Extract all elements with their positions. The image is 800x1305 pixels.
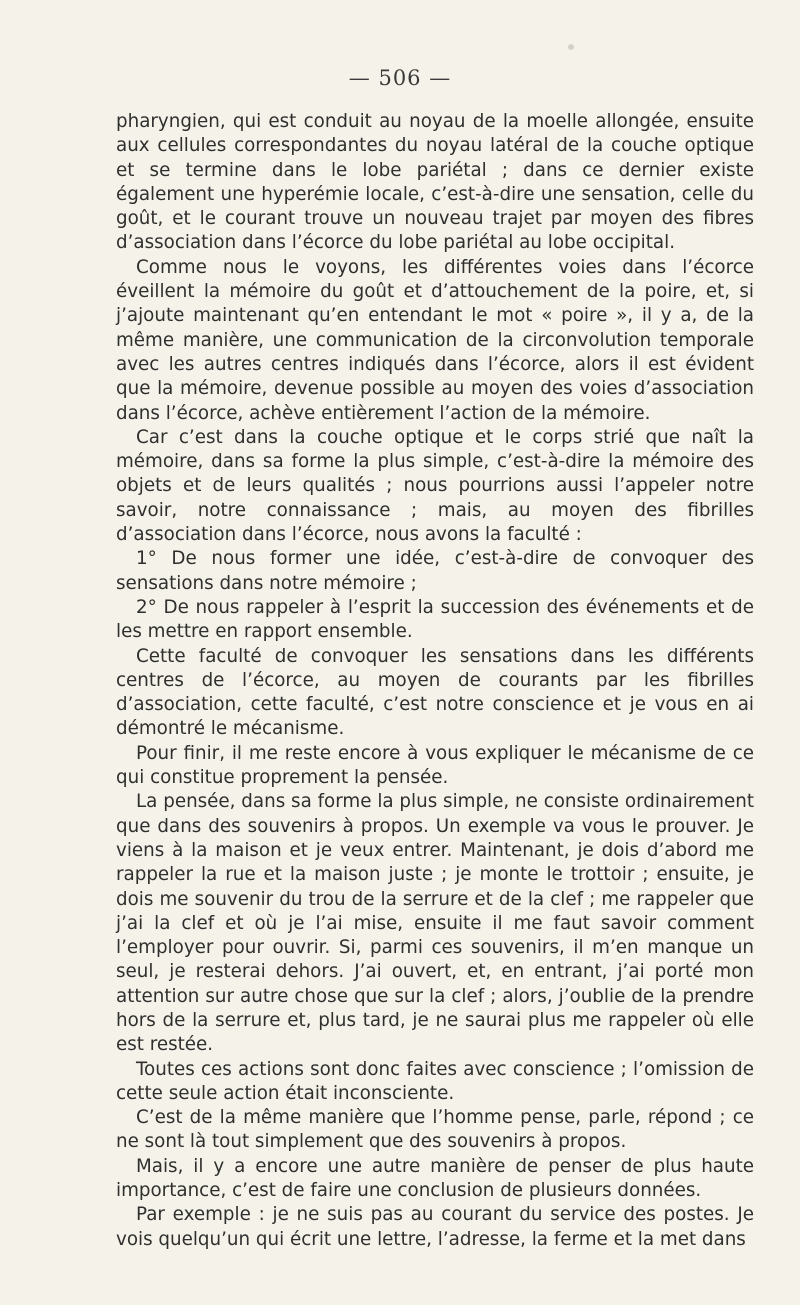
paragraph: Toutes ces actions sont donc faites avec conscience ; l’omission de cette seule action était inconsciente. — [116, 1058, 754, 1104]
paragraph: Mais, il y a encore une autre manière de penser de plus haute importance, c’est de faire une conclusion de plusieurs données. — [116, 1155, 754, 1202]
paragraph-continued: pharyngien, qui est conduit au noyau de la moelle allongée, ensuite aux cellules correspondantes du noyau latéral de la couche optique et se termine dans le lobe pariétal ; dans ce dernier existe également une hyperémie locale, c’est-à-dire une sensation, celle du goût, et le courant trouve un nouveau trajet par moyen des fibres d’association dans l’écorce du lobe pariétal au lobe occipital. — [116, 111, 754, 254]
paragraph: La pensée, dans sa forme la plus simple, ne consiste ordinairement que dans des souvenirs à propos. Un exemple va vous le prouver. Je viens à la maison et je veux entrer. Maintenant, je dois d’abord me rappeler la rue et la maison juste ; je monte le trottoir ; ensuite, je dois me souvenir du trou de la serrure et de la clef ; me rappeler que j’ai la clef et où je l’ai mise, ensuite il me faut savoir comment l’employer pour ouvrir. Si, parmi ces souvenirs, il m’en manque un seul, je resterai dehors. J’ai ouvert, et, en entrant, j’ai porté mon attention sur autre chose que sur la clef ; alors, j’oublie de la prendre hors de la serrure et, plus tard, je ne saurai plus me rappeler où elle est restée. — [116, 791, 754, 1056]
list-item-1: 1° De nous former une idée, c’est-à-dire de convoquer des sensations dans notre mémoire ; — [116, 548, 754, 594]
paragraph: Par exemple : je ne suis pas au courant du service des postes. Je vois quelqu’un qui écrit une lettre, l’adresse, la ferme et la met dans — [116, 1204, 754, 1250]
list-item-2: 2° De nous rappeler à l’esprit la succession des événements et de les mettre en rapport ensemble. — [116, 596, 754, 643]
paragraph: C’est de la même manière que l’homme pense, parle, répond ; ce ne sont là tout simplement que des souvenirs à propos. — [116, 1107, 754, 1153]
page-number: — 506 — — [348, 66, 452, 90]
paragraph: Cette faculté de convoquer les sensations dans les différents centres de l’écorce, au moyen de courants par les fibrilles d’association, cette faculté, c’est notre conscience et je vous en ai démontré le mécanisme. — [116, 645, 754, 740]
paper-speck — [568, 44, 574, 50]
paragraph: Car c’est dans la couche optique et le corps strié que naît la mémoire, dans sa forme la plus simple, c’est-à-dire la mémoire des objets et de leurs qualités ; nous pourrions aussi l’appeler notre savoir, notre connaissance ; mais, au moyen des fibrilles d’association dans l’écorce, nous avons la faculté : — [116, 426, 754, 546]
body-text — [116, 110, 754, 1252]
paragraph: Comme nous le voyons, les différentes voies dans l’écorce éveillent la mémoire du goût et d’attouchement de la poire, et, si j’ajoute maintenant qu’en entendant le mot « poire », il y a, de la même manière, une communication de la circonvolution temporale avec les autres centres indiqués dans l’écorce, alors il est évident que la mémoire, devenue possible au moyen des voies d’association dans l’écorce, achève entièrement l’action de la mémoire. — [116, 256, 754, 424]
paragraph: Pour finir, il me reste encore à vous expliquer le mécanisme de ce qui constitue proprement la pensée. — [116, 742, 754, 789]
